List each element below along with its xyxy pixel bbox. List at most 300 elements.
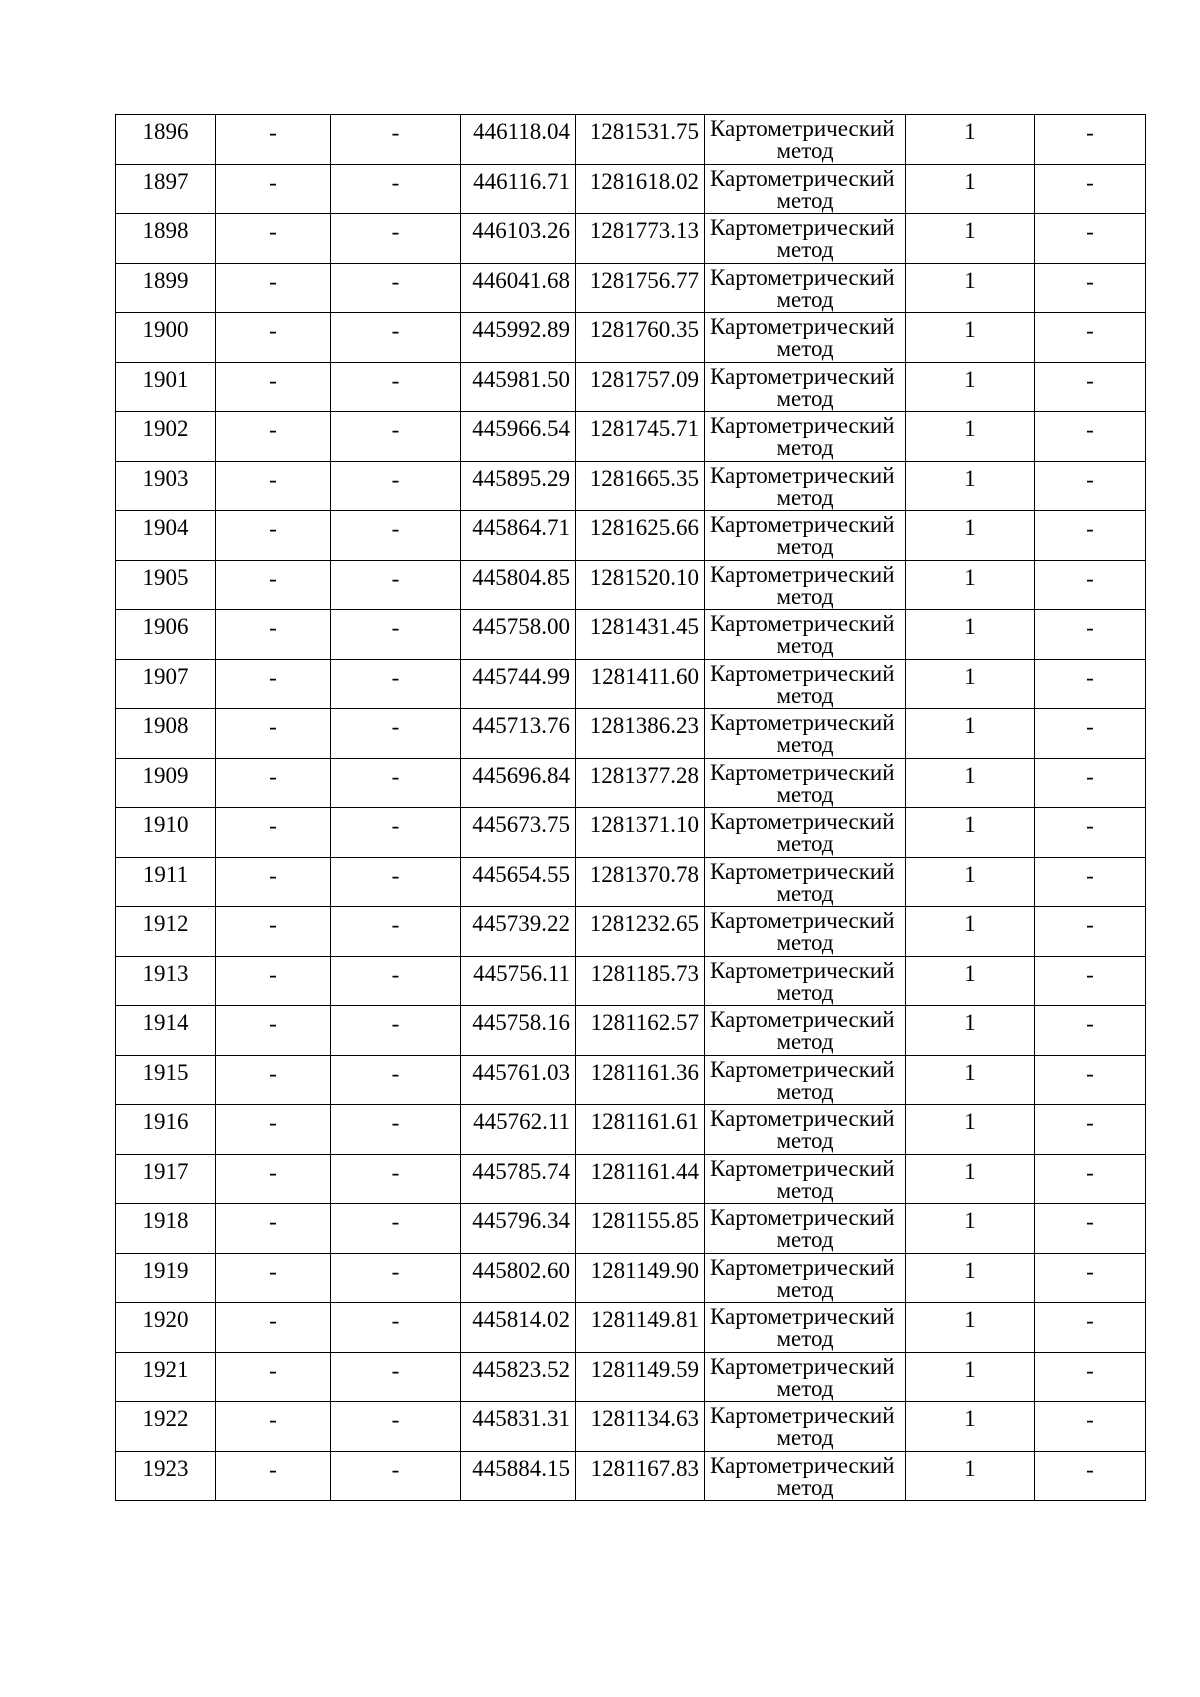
- table-row: [116, 857, 1146, 907]
- empty-value-text: -: [269, 1060, 277, 1086]
- x-coordinate-cell: [461, 1402, 576, 1452]
- empty-value-cell: [331, 511, 461, 561]
- empty-value-text: -: [391, 565, 400, 591]
- empty-value-cell: [1035, 313, 1146, 363]
- y-coordinate-text: 1281149.81: [590, 1307, 699, 1332]
- accuracy-text: 1: [964, 1406, 976, 1431]
- accuracy-cell: [906, 1105, 1035, 1155]
- x-coordinate-cell: [461, 313, 576, 363]
- method-label-line1: Картометрический: [710, 1403, 895, 1428]
- empty-value-cell: [331, 164, 461, 214]
- y-coordinate-text: 1281370.78: [589, 861, 699, 887]
- point-number-text: 1898: [142, 218, 189, 243]
- empty-value-cell: [1035, 461, 1146, 511]
- table-row: [116, 362, 1146, 412]
- point-number-cell: [116, 1402, 216, 1452]
- method-label-line2: метод: [776, 930, 834, 955]
- y-coordinate-text: 1281162.57: [590, 1010, 699, 1035]
- empty-value-text: -: [1086, 318, 1094, 343]
- empty-value-text: -: [391, 1159, 400, 1185]
- accuracy-cell: [906, 1154, 1035, 1204]
- empty-value-cell: [216, 709, 331, 759]
- table-row: [116, 1105, 1146, 1155]
- table-row: [116, 758, 1146, 808]
- point-number-text: 1913: [142, 960, 189, 986]
- y-coordinate-cell: [576, 511, 705, 561]
- method-label-line1: Картометрический: [710, 512, 895, 537]
- accuracy-cell: [906, 956, 1035, 1006]
- empty-value-cell: [331, 1451, 461, 1501]
- y-coordinate-text: 1281134.63: [590, 1406, 699, 1431]
- method-label-line1: Картометрический: [710, 165, 895, 191]
- point-number-cell: [116, 115, 216, 165]
- method-label-line2: метод: [776, 1425, 834, 1450]
- accuracy-cell: [906, 214, 1035, 264]
- x-coordinate-text: 445814.02: [472, 1307, 570, 1332]
- table-row: [116, 1154, 1146, 1204]
- empty-value-text: -: [269, 912, 277, 937]
- accuracy-text: 1: [964, 1010, 976, 1035]
- y-coordinate-cell: [576, 659, 705, 709]
- accuracy-cell: [906, 511, 1035, 561]
- method-label-line1: Картометрический: [710, 1205, 895, 1230]
- empty-value-cell: [331, 610, 461, 660]
- empty-value-text: -: [391, 664, 400, 690]
- empty-value-cell: [1035, 1055, 1146, 1105]
- empty-value-text: -: [391, 1209, 400, 1234]
- y-coordinate-cell: [576, 1204, 705, 1254]
- empty-value-text: -: [269, 664, 277, 690]
- y-coordinate-cell: [576, 808, 705, 858]
- method-cell: [705, 313, 906, 363]
- empty-value-text: -: [269, 1209, 277, 1234]
- point-number-text: 1923: [142, 1455, 189, 1481]
- empty-value-text: -: [1086, 1110, 1094, 1135]
- x-coordinate-text: 445884.15: [472, 1455, 570, 1481]
- empty-value-cell: [331, 115, 461, 165]
- method-cell: [705, 1352, 906, 1402]
- method-label-line1: Картометрический: [710, 908, 895, 933]
- empty-value-text: -: [391, 417, 400, 442]
- method-label-line2: метод: [776, 880, 834, 906]
- point-number-text: 1917: [142, 1158, 189, 1184]
- method-label-line1: Картометрический: [710, 858, 895, 884]
- empty-value-cell: [1035, 263, 1146, 313]
- method-label-line1: Картометрический: [710, 710, 895, 735]
- empty-value-text: -: [269, 1357, 277, 1383]
- x-coordinate-text: 445831.31: [472, 1406, 570, 1431]
- y-coordinate-text: 1281520.10: [589, 564, 699, 590]
- accuracy-text: 1: [964, 1158, 976, 1184]
- empty-value-cell: [1035, 1451, 1146, 1501]
- empty-value-cell: [216, 1154, 331, 1204]
- point-number-cell: [116, 1006, 216, 1056]
- empty-value-text: -: [269, 1308, 277, 1333]
- table-row: [116, 907, 1146, 957]
- table-row: [116, 412, 1146, 462]
- y-coordinate-cell: [576, 1055, 705, 1105]
- empty-value-cell: [1035, 214, 1146, 264]
- x-coordinate-text: 445739.22: [472, 911, 570, 936]
- empty-value-text: -: [269, 219, 277, 244]
- x-coordinate-cell: [461, 560, 576, 610]
- x-coordinate-text: 445758.00: [472, 614, 570, 639]
- y-coordinate-cell: [576, 857, 705, 907]
- method-label-line2: метод: [776, 732, 834, 757]
- empty-value-cell: [216, 1402, 331, 1452]
- empty-value-cell: [1035, 1303, 1146, 1353]
- method-label-line2: метод: [776, 1326, 834, 1351]
- method-cell: [705, 263, 906, 313]
- point-number-cell: [116, 1303, 216, 1353]
- table-row: [116, 610, 1146, 660]
- empty-value-text: -: [269, 862, 277, 888]
- point-number-cell: [116, 1055, 216, 1105]
- point-number-cell: [116, 956, 216, 1006]
- y-coordinate-text: 1281155.85: [590, 1208, 699, 1233]
- method-label-line2: метод: [776, 237, 834, 262]
- empty-value-text: -: [269, 466, 277, 492]
- method-label-line2: метод: [776, 682, 834, 708]
- method-cell: [705, 560, 906, 610]
- empty-value-cell: [331, 808, 461, 858]
- x-coordinate-text: 445804.85: [472, 564, 570, 590]
- x-coordinate-text: 445762.11: [473, 1109, 570, 1134]
- method-cell: [705, 1105, 906, 1155]
- accuracy-cell: [906, 1402, 1035, 1452]
- empty-value-cell: [216, 461, 331, 511]
- table-row: [116, 461, 1146, 511]
- method-cell: [705, 164, 906, 214]
- x-coordinate-text: 445761.03: [472, 1059, 570, 1085]
- empty-value-cell: [331, 1402, 461, 1452]
- method-label-line1: Картометрический: [710, 314, 895, 339]
- empty-value-cell: [1035, 511, 1146, 561]
- x-coordinate-text: 445713.76: [472, 713, 570, 738]
- method-label-line1: Картометрический: [710, 759, 895, 785]
- method-cell: [705, 1055, 906, 1105]
- y-coordinate-text: 1281386.23: [589, 713, 699, 738]
- empty-value-cell: [1035, 857, 1146, 907]
- accuracy-text: 1: [964, 713, 976, 738]
- accuracy-cell: [906, 1253, 1035, 1303]
- empty-value-cell: [216, 1105, 331, 1155]
- method-cell: [705, 956, 906, 1006]
- empty-value-text: -: [269, 813, 277, 838]
- method-label-line2: метод: [776, 385, 834, 411]
- point-number-text: 1905: [142, 564, 189, 590]
- point-number-cell: [116, 808, 216, 858]
- x-coordinate-cell: [461, 659, 576, 709]
- x-coordinate-cell: [461, 1303, 576, 1353]
- accuracy-cell: [906, 1006, 1035, 1056]
- empty-value-cell: [216, 956, 331, 1006]
- accuracy-cell: [906, 560, 1035, 610]
- x-coordinate-text: 445673.75: [472, 812, 570, 837]
- empty-value-text: -: [1086, 1209, 1094, 1234]
- method-cell: [705, 907, 906, 957]
- x-coordinate-text: 446041.68: [472, 267, 570, 293]
- point-number-text: 1899: [142, 267, 189, 293]
- point-number-text: 1907: [142, 663, 189, 689]
- empty-value-cell: [1035, 1105, 1146, 1155]
- accuracy-cell: [906, 263, 1035, 313]
- point-number-cell: [116, 164, 216, 214]
- point-number-text: 1897: [142, 168, 189, 194]
- point-number-cell: [116, 263, 216, 313]
- x-coordinate-cell: [461, 610, 576, 660]
- accuracy-text: 1: [964, 218, 976, 243]
- empty-value-cell: [331, 956, 461, 1006]
- x-coordinate-text: 445756.11: [473, 960, 570, 986]
- empty-value-text: -: [1086, 763, 1094, 789]
- point-number-cell: [116, 1105, 216, 1155]
- empty-value-cell: [216, 610, 331, 660]
- x-coordinate-cell: [461, 857, 576, 907]
- empty-value-text: -: [391, 169, 400, 195]
- point-number-text: 1906: [142, 614, 189, 639]
- method-label-line1: Картометрический: [710, 462, 895, 488]
- point-number-cell: [116, 1253, 216, 1303]
- accuracy-text: 1: [964, 1208, 976, 1233]
- table-row: [116, 659, 1146, 709]
- method-label-line1: Картометрический: [710, 363, 895, 389]
- empty-value-text: -: [1086, 912, 1094, 937]
- accuracy-text: 1: [964, 762, 976, 788]
- accuracy-cell: [906, 1204, 1035, 1254]
- method-label-line1: Картометрический: [710, 957, 895, 983]
- method-label-line1: Картометрический: [710, 1254, 895, 1280]
- point-number-text: 1902: [142, 416, 189, 441]
- point-number-cell: [116, 1352, 216, 1402]
- empty-value-text: -: [269, 516, 277, 541]
- y-coordinate-cell: [576, 1451, 705, 1501]
- empty-value-text: -: [1086, 813, 1094, 838]
- accuracy-cell: [906, 709, 1035, 759]
- empty-value-cell: [1035, 412, 1146, 462]
- empty-value-cell: [216, 362, 331, 412]
- y-coordinate-cell: [576, 362, 705, 412]
- empty-value-cell: [331, 907, 461, 957]
- method-cell: [705, 1451, 906, 1501]
- empty-value-text: -: [1086, 219, 1094, 244]
- empty-value-text: -: [269, 1456, 277, 1482]
- method-label-line2: метод: [776, 138, 834, 163]
- method-label-line2: метод: [776, 1276, 834, 1302]
- empty-value-text: -: [269, 120, 277, 145]
- point-number-text: 1919: [142, 1257, 189, 1283]
- table-row: [116, 263, 1146, 313]
- empty-value-text: -: [391, 367, 400, 393]
- method-label-line2: метод: [776, 979, 834, 1005]
- method-cell: [705, 412, 906, 462]
- y-coordinate-cell: [576, 1006, 705, 1056]
- y-coordinate-cell: [576, 560, 705, 610]
- accuracy-cell: [906, 1352, 1035, 1402]
- accuracy-text: 1: [964, 564, 976, 590]
- empty-value-text: -: [269, 1407, 277, 1432]
- x-coordinate-cell: [461, 1055, 576, 1105]
- accuracy-text: 1: [964, 911, 976, 936]
- y-coordinate-cell: [576, 1154, 705, 1204]
- x-coordinate-cell: [461, 1204, 576, 1254]
- empty-value-cell: [1035, 362, 1146, 412]
- y-coordinate-text: 1281185.73: [590, 960, 699, 986]
- empty-value-text: -: [391, 1357, 400, 1383]
- empty-value-text: -: [269, 367, 277, 393]
- empty-value-text: -: [391, 1308, 400, 1333]
- method-label-line1: Картометрический: [710, 1155, 895, 1181]
- y-coordinate-text: 1281773.13: [589, 218, 699, 243]
- empty-value-cell: [1035, 956, 1146, 1006]
- x-coordinate-text: 445823.52: [472, 1356, 570, 1382]
- accuracy-cell: [906, 857, 1035, 907]
- method-label-line2: метод: [776, 1078, 834, 1104]
- point-number-text: 1901: [142, 366, 189, 392]
- method-label-line1: Картометрический: [710, 1106, 895, 1131]
- point-number-cell: [116, 907, 216, 957]
- method-label-line2: метод: [776, 187, 834, 213]
- x-coordinate-cell: [461, 511, 576, 561]
- table-row: [116, 1253, 1146, 1303]
- point-number-cell: [116, 461, 216, 511]
- y-coordinate-text: 1281377.28: [589, 762, 699, 788]
- y-coordinate-cell: [576, 412, 705, 462]
- empty-value-cell: [216, 857, 331, 907]
- accuracy-cell: [906, 412, 1035, 462]
- empty-value-cell: [1035, 659, 1146, 709]
- method-label-line1: Картометрический: [710, 264, 895, 290]
- method-label-line2: метод: [776, 1029, 834, 1054]
- empty-value-text: -: [391, 219, 400, 244]
- y-coordinate-cell: [576, 907, 705, 957]
- method-label-line2: метод: [776, 286, 834, 312]
- method-cell: [705, 610, 906, 660]
- point-number-cell: [116, 412, 216, 462]
- y-coordinate-text: 1281531.75: [589, 119, 699, 144]
- x-coordinate-cell: [461, 362, 576, 412]
- empty-value-cell: [331, 560, 461, 610]
- empty-value-text: -: [391, 615, 400, 640]
- empty-value-text: -: [1086, 1011, 1094, 1036]
- table-row: [116, 164, 1146, 214]
- x-coordinate-cell: [461, 758, 576, 808]
- y-coordinate-cell: [576, 313, 705, 363]
- empty-value-text: -: [1086, 417, 1094, 442]
- empty-value-cell: [1035, 1154, 1146, 1204]
- point-number-text: 1900: [142, 317, 189, 342]
- method-label-line2: метод: [776, 781, 834, 807]
- y-coordinate-cell: [576, 214, 705, 264]
- accuracy-text: 1: [964, 1257, 976, 1283]
- point-number-text: 1915: [142, 1059, 189, 1085]
- y-coordinate-cell: [576, 461, 705, 511]
- method-label-line2: метод: [776, 534, 834, 559]
- x-coordinate-cell: [461, 709, 576, 759]
- x-coordinate-text: 445981.50: [472, 366, 570, 392]
- x-coordinate-cell: [461, 412, 576, 462]
- point-number-text: 1912: [142, 911, 189, 936]
- method-label-line2: метод: [776, 336, 834, 361]
- accuracy-text: 1: [964, 267, 976, 293]
- empty-value-text: -: [269, 268, 277, 294]
- empty-value-text: -: [391, 961, 400, 987]
- y-coordinate-cell: [576, 263, 705, 313]
- y-coordinate-text: 1281149.90: [590, 1257, 699, 1283]
- point-number-text: 1918: [142, 1208, 189, 1233]
- empty-value-cell: [1035, 560, 1146, 610]
- point-number-text: 1916: [142, 1109, 189, 1134]
- empty-value-cell: [331, 313, 461, 363]
- point-number-text: 1914: [142, 1010, 189, 1035]
- accuracy-text: 1: [964, 1109, 976, 1134]
- method-label-line1: Картометрический: [710, 1007, 895, 1032]
- empty-value-text: -: [269, 1011, 277, 1036]
- point-number-cell: [116, 857, 216, 907]
- empty-value-text: -: [269, 169, 277, 195]
- empty-value-cell: [331, 1352, 461, 1402]
- x-coordinate-cell: [461, 1006, 576, 1056]
- method-cell: [705, 461, 906, 511]
- empty-value-text: -: [1086, 466, 1094, 492]
- method-label-line1: Картометрический: [710, 215, 895, 240]
- x-coordinate-text: 445744.99: [472, 663, 570, 689]
- empty-value-text: -: [269, 565, 277, 591]
- empty-value-text: -: [1086, 961, 1094, 987]
- method-label-line1: Картометрический: [710, 660, 895, 686]
- method-label-line1: Картометрический: [710, 1353, 895, 1379]
- empty-value-cell: [331, 362, 461, 412]
- y-coordinate-cell: [576, 758, 705, 808]
- empty-value-text: -: [1086, 1357, 1094, 1383]
- empty-value-cell: [216, 1253, 331, 1303]
- empty-value-text: -: [1086, 1407, 1094, 1432]
- empty-value-cell: [331, 1105, 461, 1155]
- x-coordinate-text: 446118.04: [473, 119, 570, 144]
- table-row: [116, 1303, 1146, 1353]
- x-coordinate-text: 445992.89: [472, 317, 570, 342]
- method-cell: [705, 709, 906, 759]
- empty-value-text: -: [269, 1159, 277, 1185]
- table-row: [116, 956, 1146, 1006]
- y-coordinate-text: 1281618.02: [589, 168, 699, 194]
- method-label-line2: метод: [776, 633, 834, 658]
- y-coordinate-text: 1281167.83: [590, 1455, 699, 1481]
- x-coordinate-cell: [461, 214, 576, 264]
- y-coordinate-text: 1281161.36: [590, 1059, 699, 1085]
- accuracy-cell: [906, 1055, 1035, 1105]
- accuracy-text: 1: [964, 614, 976, 639]
- method-cell: [705, 1253, 906, 1303]
- x-coordinate-text: 445966.54: [472, 416, 570, 441]
- method-label-line2: метод: [776, 1375, 834, 1401]
- method-label-line1: Картометрический: [710, 561, 895, 587]
- empty-value-cell: [216, 1204, 331, 1254]
- empty-value-cell: [331, 1204, 461, 1254]
- empty-value-text: -: [391, 862, 400, 888]
- empty-value-cell: [216, 214, 331, 264]
- empty-value-cell: [216, 115, 331, 165]
- empty-value-cell: [216, 412, 331, 462]
- x-coordinate-cell: [461, 1451, 576, 1501]
- point-number-cell: [116, 511, 216, 561]
- accuracy-text: 1: [964, 812, 976, 837]
- empty-value-text: -: [269, 615, 277, 640]
- empty-value-text: -: [1086, 1060, 1094, 1086]
- method-label-line2: метод: [776, 1227, 834, 1252]
- accuracy-cell: [906, 1303, 1035, 1353]
- y-coordinate-cell: [576, 115, 705, 165]
